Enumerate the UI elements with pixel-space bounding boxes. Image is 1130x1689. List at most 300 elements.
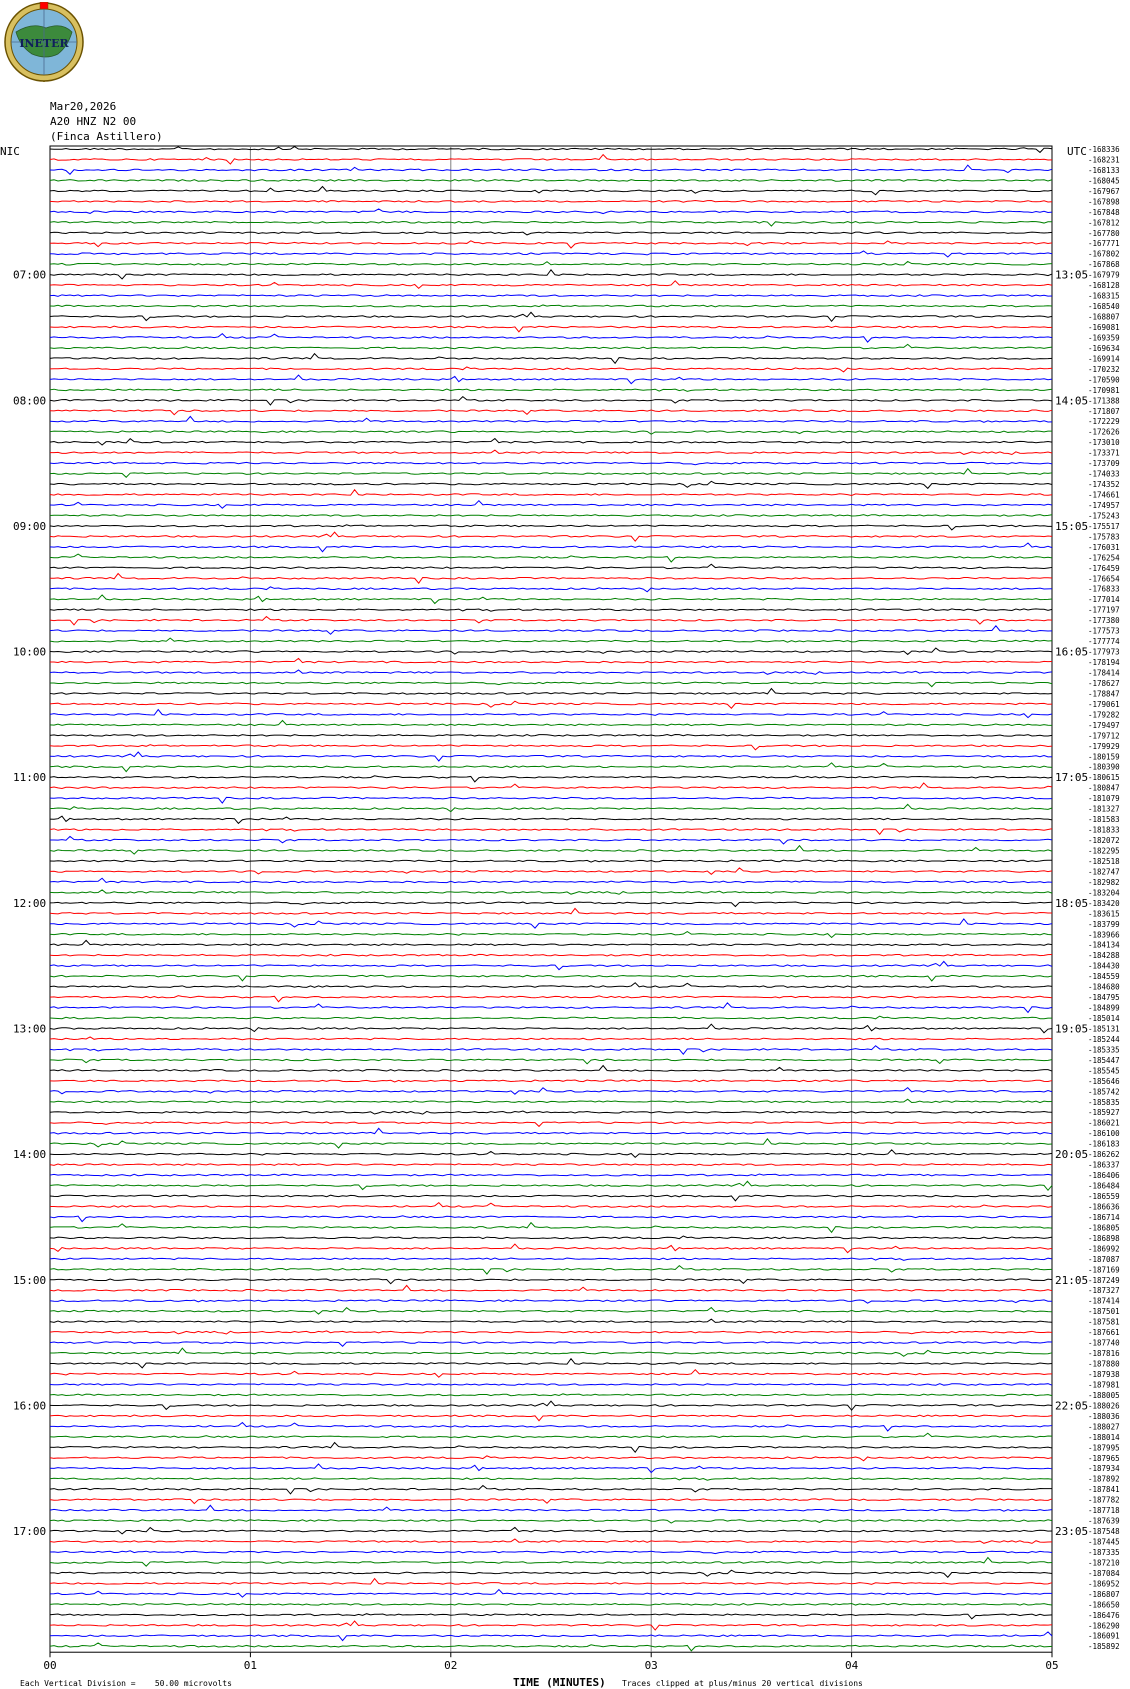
trace-red xyxy=(50,326,1052,332)
trace-offset-label: -171388 xyxy=(1088,396,1120,406)
trace-offset-label: -187965 xyxy=(1088,1453,1120,1463)
trace-offset-label: -185927 xyxy=(1088,1108,1120,1118)
trace-offset-label: -169634 xyxy=(1088,343,1120,353)
trace-offset-label: -185742 xyxy=(1088,1087,1120,1097)
x-tick-label: 03 xyxy=(644,1659,658,1673)
trace-offset-label: -181583 xyxy=(1088,815,1120,825)
trace-blue xyxy=(50,1590,1052,1598)
trace-red xyxy=(50,996,1052,1002)
trace-blue xyxy=(50,1422,1052,1430)
trace-offset-label: -186091 xyxy=(1088,1631,1120,1641)
trace-offset-label: -187782 xyxy=(1088,1495,1120,1505)
trace-offset-label: -182295 xyxy=(1088,846,1120,856)
trace-offset-label: -186100 xyxy=(1088,1129,1120,1139)
trace-offset-label: -185335 xyxy=(1088,1045,1120,1055)
trace-blue xyxy=(50,501,1052,509)
trace-offset-label: -176459 xyxy=(1088,563,1120,573)
trace-offset-label: -186559 xyxy=(1088,1192,1120,1201)
trace-offset-label: -172229 xyxy=(1088,417,1120,427)
trace-black xyxy=(50,147,1052,153)
trace-offset-label: -177014 xyxy=(1088,595,1120,605)
trace-offset-label: -186476 xyxy=(1088,1610,1120,1620)
trace-green xyxy=(50,1520,1052,1523)
station-code: A20 HNZ N2 00 xyxy=(50,115,137,128)
x-tick-label: 05 xyxy=(1045,1659,1059,1673)
trace-green xyxy=(50,1433,1052,1437)
trace-green xyxy=(50,1604,1052,1606)
trace-offset-label: -187501 xyxy=(1088,1307,1120,1317)
trace-blue xyxy=(50,626,1052,634)
trace-red xyxy=(50,1080,1052,1082)
trace-red xyxy=(50,658,1052,662)
trace-red xyxy=(50,868,1052,874)
trace-offset-label: -178194 xyxy=(1088,658,1120,668)
trace-blue xyxy=(50,295,1052,297)
right-hour-label: 18:05 xyxy=(1055,896,1089,910)
trace-offset-label: -187718 xyxy=(1088,1506,1120,1516)
trace-green xyxy=(50,431,1052,434)
trace-green xyxy=(50,1059,1052,1064)
trace-offset-label: -187169 xyxy=(1088,1265,1120,1275)
trace-green xyxy=(50,515,1052,517)
trace-red xyxy=(50,574,1052,584)
trace-black xyxy=(50,983,1052,988)
trace-offset-label: -169359 xyxy=(1088,333,1120,343)
trace-offset-label: -183615 xyxy=(1088,909,1120,919)
trace-offset-label: -167898 xyxy=(1088,197,1120,207)
trace-offset-label: -175783 xyxy=(1088,532,1120,542)
trace-black xyxy=(50,270,1052,279)
trace-offset-label: -167967 xyxy=(1088,186,1120,196)
trace-black xyxy=(50,689,1052,695)
trace-blue xyxy=(50,797,1052,803)
trace-blue xyxy=(50,1342,1052,1346)
left-hour-label: 16:00 xyxy=(13,1399,47,1413)
left-hour-label: 11:00 xyxy=(13,771,47,785)
trace-offset-label: -167812 xyxy=(1088,218,1120,228)
trace-offset-label: -180847 xyxy=(1088,783,1120,793)
trace-green xyxy=(50,180,1052,182)
trace-black xyxy=(50,354,1052,364)
left-hour-label: 15:00 xyxy=(13,1273,47,1287)
x-tick-label: 04 xyxy=(844,1659,859,1673)
trace-offset-label: -167848 xyxy=(1088,207,1120,217)
trace-blue xyxy=(50,543,1052,552)
trace-black xyxy=(50,609,1052,611)
trace-red xyxy=(50,1621,1052,1630)
trace-offset-label: -187249 xyxy=(1088,1275,1120,1285)
trace-red xyxy=(50,745,1052,750)
trace-offset-label: -177774 xyxy=(1088,637,1120,647)
trace-offset-label: -167771 xyxy=(1088,239,1120,249)
trace-black xyxy=(50,1319,1052,1322)
left-hour-label: 07:00 xyxy=(13,268,47,282)
right-timezone: UTC xyxy=(1067,145,1087,158)
trace-offset-label: -167979 xyxy=(1088,270,1120,280)
trace-offset-label: -187740 xyxy=(1088,1338,1120,1348)
trace-offset-label: -179497 xyxy=(1088,720,1120,730)
x-tick-label: 00 xyxy=(43,1659,57,1673)
trace-green xyxy=(50,595,1052,604)
trace-offset-label: -183966 xyxy=(1088,930,1120,940)
trace-green xyxy=(50,1643,1052,1651)
trace-offset-label: -167802 xyxy=(1088,249,1120,259)
trace-offset-label: -185131 xyxy=(1088,1024,1120,1034)
trace-green xyxy=(50,975,1052,981)
trace-offset-label: -187335 xyxy=(1088,1547,1120,1557)
right-hour-label: 15:05 xyxy=(1055,519,1089,533)
trace-green xyxy=(50,554,1052,562)
trace-offset-label: -187087 xyxy=(1088,1254,1120,1264)
trace-green xyxy=(50,638,1052,642)
trace-red xyxy=(50,954,1052,956)
trace-black xyxy=(50,481,1052,488)
trace-blue xyxy=(50,752,1052,761)
x-axis-label: TIME (MINUTES) xyxy=(513,1676,606,1689)
trace-green xyxy=(50,1308,1052,1315)
trace-offset-label: -169081 xyxy=(1088,322,1120,332)
trace-offset-label: -184899 xyxy=(1088,1003,1120,1013)
trace-offset-label: -183204 xyxy=(1088,888,1120,898)
trace-offset-label: -179712 xyxy=(1088,731,1120,741)
trace-offset-label: -180390 xyxy=(1088,762,1120,772)
trace-offset-label: -186952 xyxy=(1088,1579,1120,1589)
trace-offset-label: -173371 xyxy=(1088,448,1120,458)
trace-blue xyxy=(50,1551,1052,1554)
trace-black xyxy=(50,439,1052,446)
trace-black xyxy=(50,1279,1052,1284)
trace-blue xyxy=(50,1046,1052,1054)
trace-blue xyxy=(50,165,1052,174)
trace-offset-label: -187327 xyxy=(1088,1286,1120,1296)
trace-red xyxy=(50,1244,1052,1253)
trace-blue xyxy=(50,1003,1052,1013)
trace-blue xyxy=(50,1088,1052,1095)
trace-offset-label: -188027 xyxy=(1088,1422,1120,1432)
trace-offset-label: -177973 xyxy=(1088,647,1120,657)
trace-offset-label: -176254 xyxy=(1088,553,1120,563)
left-hour-label: 12:00 xyxy=(13,896,47,910)
trace-blue xyxy=(50,961,1052,969)
station-site: (Finca Astillero) xyxy=(50,130,163,143)
trace-offset-label: -184559 xyxy=(1088,972,1120,982)
trace-offset-label: -168540 xyxy=(1088,302,1120,312)
trace-offset-label: -168128 xyxy=(1088,281,1120,291)
left-hour-label: 14:00 xyxy=(13,1148,47,1162)
trace-offset-label: -180615 xyxy=(1088,773,1120,783)
trace-black xyxy=(50,776,1052,782)
trace-offset-label: -180159 xyxy=(1088,752,1120,762)
trace-black xyxy=(50,1066,1052,1072)
trace-red xyxy=(50,1037,1052,1040)
trace-offset-label: -168045 xyxy=(1088,176,1120,186)
trace-blue xyxy=(50,209,1052,214)
trace-offset-label: -176031 xyxy=(1088,542,1120,552)
trace-green xyxy=(50,1266,1052,1274)
trace-offset-label: -187548 xyxy=(1088,1527,1120,1537)
scale-note: Each Vertical Division = 50.00 microvolts xyxy=(20,1679,232,1688)
trace-offset-label: -185835 xyxy=(1088,1097,1120,1107)
trace-red xyxy=(50,1499,1052,1504)
trace-black xyxy=(50,1195,1052,1201)
trace-offset-label: -185014 xyxy=(1088,1014,1120,1024)
trace-offset-label: -175517 xyxy=(1088,521,1120,531)
trace-black xyxy=(50,1024,1052,1033)
trace-black xyxy=(50,312,1052,321)
trace-offset-label: -188014 xyxy=(1088,1432,1120,1442)
trace-red xyxy=(50,155,1052,164)
right-hour-label: 17:05 xyxy=(1055,771,1089,785)
trace-offset-label: -174033 xyxy=(1088,469,1120,479)
trace-blue xyxy=(50,919,1052,928)
trace-red xyxy=(50,450,1052,454)
trace-blue xyxy=(50,670,1052,674)
trace-offset-label: -187981 xyxy=(1088,1380,1120,1390)
trace-offset-label: -170232 xyxy=(1088,364,1120,374)
trace-black xyxy=(50,902,1052,906)
trace-offset-label: -187880 xyxy=(1088,1359,1120,1369)
trace-offset-label: -186636 xyxy=(1088,1202,1120,1212)
trace-red xyxy=(50,410,1052,415)
trace-offset-label: -187445 xyxy=(1088,1537,1120,1547)
trace-blue xyxy=(50,587,1052,592)
trace-green xyxy=(50,1099,1052,1102)
trace-offset-label: -185545 xyxy=(1088,1066,1120,1076)
trace-offset-label: -185646 xyxy=(1088,1076,1120,1086)
clip-note: Traces clipped at plus/minus 20 vertical divisions xyxy=(622,1679,863,1688)
trace-offset-label: -187210 xyxy=(1088,1558,1120,1568)
trace-green xyxy=(50,682,1052,686)
trace-black xyxy=(50,735,1052,737)
trace-offset-label: -186021 xyxy=(1088,1118,1120,1128)
trace-offset-label: -177380 xyxy=(1088,616,1120,626)
trace-offset-label: -178627 xyxy=(1088,678,1120,688)
trace-blue xyxy=(50,836,1052,844)
trace-offset-label: -169914 xyxy=(1088,354,1120,364)
trace-blue xyxy=(50,1384,1052,1386)
left-hour-label: 10:00 xyxy=(13,645,47,659)
trace-blue xyxy=(50,462,1052,465)
trace-black xyxy=(50,648,1052,654)
trace-offset-label: -182072 xyxy=(1088,836,1120,846)
trace-green xyxy=(50,261,1052,265)
trace-offset-label: -174352 xyxy=(1088,480,1120,490)
trace-red xyxy=(50,1370,1052,1378)
trace-green xyxy=(50,1394,1052,1396)
trace-offset-label: -187581 xyxy=(1088,1317,1120,1327)
right-hour-label: 13:05 xyxy=(1055,268,1089,282)
trace-offset-label: -183420 xyxy=(1088,898,1120,908)
trace-offset-label: -178847 xyxy=(1088,689,1120,699)
trace-offset-label: -185244 xyxy=(1088,1034,1120,1044)
trace-black xyxy=(50,1443,1052,1453)
trace-black xyxy=(50,1236,1052,1239)
trace-offset-label: -188026 xyxy=(1088,1401,1120,1411)
right-hour-label: 19:05 xyxy=(1055,1022,1089,1036)
trace-black xyxy=(50,525,1052,530)
trace-green xyxy=(50,1181,1052,1190)
trace-offset-label: -184795 xyxy=(1088,993,1120,1003)
trace-black xyxy=(50,397,1052,405)
trace-offset-label: -182982 xyxy=(1088,877,1120,887)
trace-green xyxy=(50,389,1052,391)
trace-red xyxy=(50,1331,1052,1334)
trace-green xyxy=(50,1558,1052,1567)
trace-red xyxy=(50,1285,1052,1291)
trace-offset-label: -171807 xyxy=(1088,406,1120,416)
trace-offset-label: -186262 xyxy=(1088,1150,1120,1160)
left-timezone: NIC xyxy=(0,145,20,158)
trace-red xyxy=(50,1203,1052,1208)
trace-offset-label: -172626 xyxy=(1088,427,1120,437)
trace-offset-label: -184430 xyxy=(1088,961,1120,971)
trace-black xyxy=(50,1527,1052,1534)
trace-black xyxy=(50,564,1052,568)
right-hour-label: 23:05 xyxy=(1055,1525,1089,1539)
trace-green xyxy=(50,1478,1052,1480)
trace-offset-label: -188005 xyxy=(1088,1390,1120,1400)
trace-black xyxy=(50,940,1052,945)
trace-blue xyxy=(50,1258,1052,1260)
trace-green xyxy=(50,305,1052,307)
trace-offset-label: -182747 xyxy=(1088,867,1120,877)
trace-offset-label: -179061 xyxy=(1088,699,1120,709)
x-tick-label: 02 xyxy=(444,1659,458,1673)
trace-blue xyxy=(50,1464,1052,1473)
right-hour-label: 21:05 xyxy=(1055,1273,1089,1287)
trace-red xyxy=(50,201,1052,203)
trace-blue xyxy=(50,1128,1052,1134)
trace-offset-label: -174661 xyxy=(1088,490,1120,500)
trace-green xyxy=(50,469,1052,478)
trace-offset-label: -177573 xyxy=(1088,626,1120,636)
trace-green xyxy=(50,721,1052,726)
trace-offset-label: -187892 xyxy=(1088,1474,1120,1484)
trace-offset-label: -186714 xyxy=(1088,1212,1120,1222)
trace-red xyxy=(50,908,1052,914)
trace-blue xyxy=(50,334,1052,342)
trace-red xyxy=(50,1122,1052,1126)
trace-offset-label: -186650 xyxy=(1088,1600,1120,1610)
trace-blue xyxy=(50,251,1052,257)
left-hour-label: 17:00 xyxy=(13,1525,47,1539)
trace-offset-label: -186807 xyxy=(1088,1589,1120,1599)
trace-offset-label: -186992 xyxy=(1088,1244,1120,1254)
right-hour-label: 20:05 xyxy=(1055,1148,1089,1162)
trace-offset-label: -181327 xyxy=(1088,804,1120,814)
trace-green xyxy=(50,763,1052,772)
trace-red xyxy=(50,829,1052,835)
trace-offset-label: -170981 xyxy=(1088,385,1120,395)
trace-offset-label: -181833 xyxy=(1088,825,1120,835)
trace-offset-label: -168807 xyxy=(1088,312,1120,322)
trace-offset-label: -184288 xyxy=(1088,951,1120,961)
trace-black xyxy=(50,860,1052,862)
trace-blue xyxy=(50,1174,1052,1176)
chart-date: Mar20,2026 xyxy=(50,100,117,113)
trace-offset-label: -182518 xyxy=(1088,856,1120,866)
logo-text: INETER xyxy=(19,37,69,50)
trace-red xyxy=(50,1579,1052,1585)
left-hour-label: 09:00 xyxy=(13,519,47,533)
trace-blue xyxy=(50,416,1052,422)
trace-green xyxy=(50,890,1052,894)
trace-offset-label: -187934 xyxy=(1088,1464,1120,1474)
trace-offset-label: -187414 xyxy=(1088,1296,1120,1306)
trace-offset-label: -177197 xyxy=(1088,605,1120,615)
trace-offset-label: -186290 xyxy=(1088,1621,1120,1631)
trace-black xyxy=(50,1401,1052,1410)
trace-red xyxy=(50,532,1052,541)
trace-blue xyxy=(50,1505,1052,1511)
trace-blue xyxy=(50,878,1052,882)
trace-offset-label: -187639 xyxy=(1088,1516,1120,1526)
right-hour-label: 14:05 xyxy=(1055,394,1089,408)
trace-offset-label: -176833 xyxy=(1088,584,1120,594)
trace-green xyxy=(50,846,1052,854)
trace-green xyxy=(50,1139,1052,1148)
trace-green xyxy=(50,804,1052,811)
trace-offset-label: -187995 xyxy=(1088,1443,1120,1453)
trace-red xyxy=(50,617,1052,625)
trace-offset-label: -168231 xyxy=(1088,155,1120,165)
left-hour-label: 08:00 xyxy=(13,394,47,408)
trace-green xyxy=(50,1348,1052,1356)
trace-offset-label: -173709 xyxy=(1088,459,1120,469)
trace-red xyxy=(50,1539,1052,1543)
trace-offset-label: -173010 xyxy=(1088,438,1120,448)
trace-offset-label: -168315 xyxy=(1088,291,1120,301)
trace-offset-label: -184134 xyxy=(1088,940,1120,950)
trace-offset-label: -176654 xyxy=(1088,574,1120,584)
right-hour-label: 16:05 xyxy=(1055,645,1089,659)
trace-red xyxy=(50,1456,1052,1461)
trace-blue xyxy=(50,1632,1052,1641)
trace-black xyxy=(50,1486,1052,1494)
trace-offset-label: -186337 xyxy=(1088,1160,1120,1170)
trace-blue xyxy=(50,1216,1052,1222)
trace-offset-label: -181079 xyxy=(1088,794,1120,804)
trace-offset-label: -187084 xyxy=(1088,1568,1120,1578)
trace-offset-label: -179282 xyxy=(1088,710,1120,720)
trace-black xyxy=(50,1359,1052,1368)
trace-offset-label: -186183 xyxy=(1088,1139,1120,1149)
right-hour-label: 22:05 xyxy=(1055,1399,1089,1413)
trace-offset-label: -186484 xyxy=(1088,1181,1120,1191)
trace-offset-label: -186898 xyxy=(1088,1233,1120,1243)
trace-offset-label: -178414 xyxy=(1088,668,1120,678)
trace-offset-label: -185892 xyxy=(1088,1642,1120,1652)
trace-offset-label: -170590 xyxy=(1088,375,1120,385)
trace-offset-label: -186805 xyxy=(1088,1223,1120,1233)
trace-black xyxy=(50,187,1052,195)
trace-black xyxy=(50,232,1052,235)
trace-green xyxy=(50,932,1052,938)
trace-green xyxy=(50,1223,1052,1233)
trace-offset-label: -187841 xyxy=(1088,1485,1120,1495)
trace-offset-label: -175243 xyxy=(1088,511,1120,521)
trace-offset-label: -187816 xyxy=(1088,1349,1120,1359)
trace-black xyxy=(50,816,1052,823)
trace-offset-label: -167780 xyxy=(1088,228,1120,238)
trace-offset-label: -167868 xyxy=(1088,260,1120,270)
trace-red xyxy=(50,1164,1052,1166)
trace-red xyxy=(50,281,1052,289)
trace-black xyxy=(50,1614,1052,1619)
trace-offset-label: -179929 xyxy=(1088,741,1120,751)
trace-offset-label: -186406 xyxy=(1088,1171,1120,1181)
trace-green xyxy=(50,1016,1052,1019)
